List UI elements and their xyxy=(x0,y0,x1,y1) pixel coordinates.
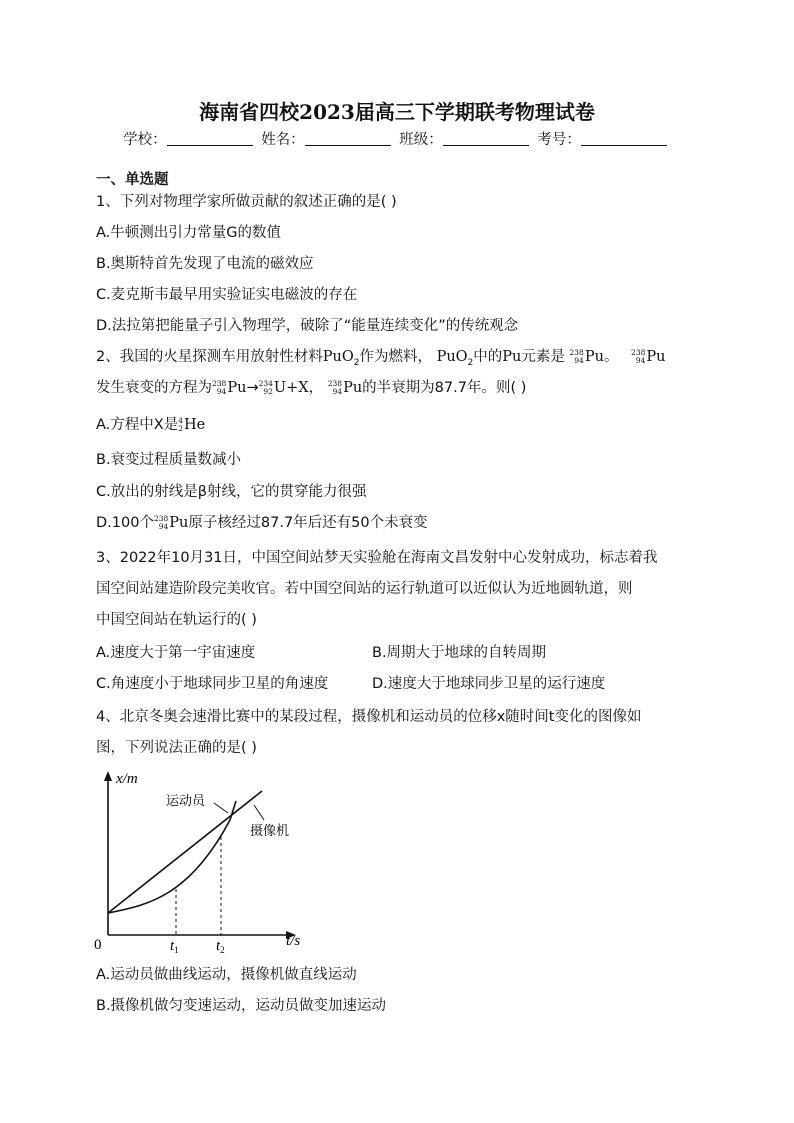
q4-stem-line2: 图，下列说法正确的是( ) xyxy=(96,740,257,756)
origin-label: 0 xyxy=(94,937,102,953)
q2-option-a: A.方程中X是 4 2 He xyxy=(96,416,206,433)
q3-option-b: B.周期大于地球的自转周期 xyxy=(372,645,547,661)
nuclide-pu238: 238 94 Pu xyxy=(153,514,189,531)
q1-option-a: A.牛顿测出引力常量G的数值 xyxy=(96,225,282,241)
exam-no-blank[interactable] xyxy=(581,131,667,146)
nuclide-he4: 4 2 He xyxy=(178,416,206,433)
q2-option-c: C.放出的射线是β射线，它的贯穿能力很强 xyxy=(96,484,367,500)
camera-leader xyxy=(254,805,264,820)
y-axis-label: x/m xyxy=(116,771,138,787)
name-label: 姓名： xyxy=(261,132,305,148)
class-blank[interactable] xyxy=(443,131,529,146)
q2-option-b: B.衰变过程质量数减小 xyxy=(96,452,242,468)
q3-option-d: D.速度大于地球同步卫星的运行速度 xyxy=(372,676,606,692)
page-title: 海南省四校2023届高三下学期联考物理试卷 xyxy=(199,100,595,124)
q4-option-a: A.运动员做曲线运动，摄像机做直线运动 xyxy=(96,967,357,983)
q1-stem: 1、下列对物理学家所做贡献的叙述正确的是( ) xyxy=(96,194,397,210)
t1-label: $t_1$ xyxy=(170,938,179,955)
q1-option-c: C.麦克斯韦最早用实验证实电磁波的存在 xyxy=(96,287,358,303)
student-info-line xyxy=(0,128,794,149)
q3-stem-line3: 中国空间站在轨运行的( ) xyxy=(96,612,257,628)
q4-option-b: B.摄像机做匀变速运动，运动员做变加速运动 xyxy=(96,998,387,1014)
q3-stem-line1: 3、2022年10月31日，中国空间站梦天实验舱在海南文昌发射中心发射成功，标志着我 xyxy=(96,550,658,566)
xt-graph-svg xyxy=(90,765,330,955)
t2-label: $t_2$ xyxy=(216,938,225,955)
section-heading: 一、单选题 xyxy=(96,172,169,188)
nuclide-u234: 234 92 U+X， xyxy=(258,379,324,396)
q3-stem-line2: 国空间站建造阶段完美收官。若中国空间站的运行轨道可以近似认为近地圆轨道，则 xyxy=(96,581,633,597)
x-axis-label: t/s xyxy=(286,933,301,949)
nuclide-pu238: 238 94 Pu xyxy=(212,379,247,396)
name-blank[interactable] xyxy=(305,131,391,146)
class-label: 班级： xyxy=(399,132,443,148)
athlete-curve xyxy=(108,801,236,913)
q4-stem-line1: 4、北京冬奥会速滑比赛中的某段过程，摄像机和运动员的位移x随时间t变化的图像如 xyxy=(96,709,642,725)
camera-line xyxy=(108,791,262,913)
athlete-label: 运动员 xyxy=(166,794,206,809)
school-label: 学校： xyxy=(123,132,167,148)
athlete-leader xyxy=(214,803,228,813)
q1-option-b: B.奥斯特首先发现了电流的磁效应 xyxy=(96,256,314,272)
nuclide-pu238: 238 94 Pu xyxy=(569,348,604,365)
y-axis-arrow xyxy=(104,771,112,781)
q2-stem-line2: 发生衰变的方程为 238 94 Pu→ 234 92 U+X， 238 94 Pu的半衰期为87.7年。则( ) xyxy=(96,376,526,397)
nuclide-pu238: 238 94 Pu xyxy=(327,379,363,396)
camera-label: 摄像机 xyxy=(250,824,290,839)
nuclide-pu238: 238 94 Pu xyxy=(631,348,666,365)
xt-graph xyxy=(90,765,330,955)
exam-no-label: 考号： xyxy=(537,132,581,148)
q2-stem-line1: 2、我国的火星探测车用放射性材料PuO$_2$作为燃料， PuO$_2$中的Pu元素是 238 94 Pu。 238 94 Pu xyxy=(96,348,666,368)
q1-option-d: D.法拉第把能量子引入物理学，破除了“能量连续变化”的传统观念 xyxy=(96,318,519,334)
q3-option-a: A.速度大于第一宇宙速度 xyxy=(96,645,256,661)
school-blank[interactable] xyxy=(167,131,253,146)
q2-option-d: D.100个 238 94 Pu原子核经过87.7年后还有50个未衰变 xyxy=(96,514,428,531)
q3-option-c: C.角速度小于地球同步卫星的角速度 xyxy=(96,676,329,692)
